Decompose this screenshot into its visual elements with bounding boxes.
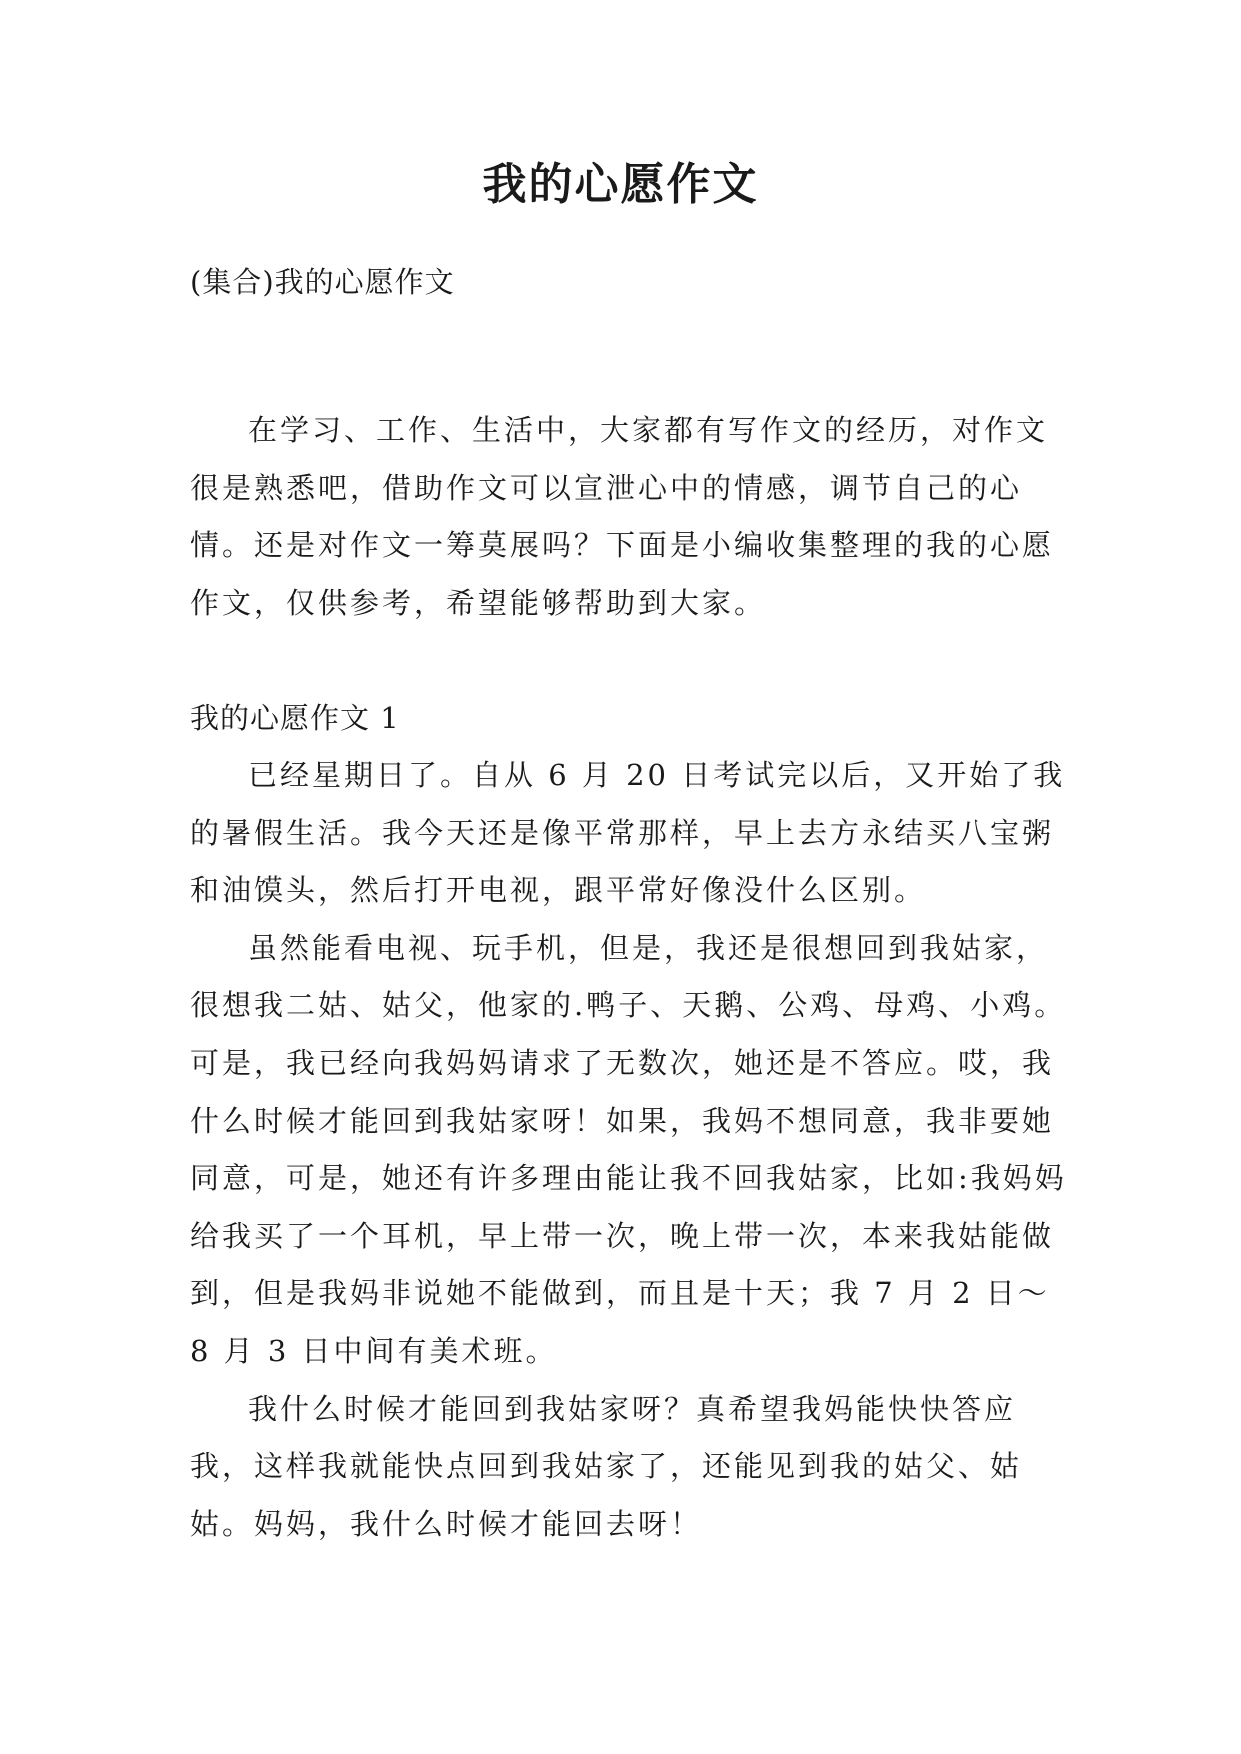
intro-paragraph: 在学习、工作、生活中，大家都有写作文的经历，对作文很是熟悉吧，借助作文可以宣泄心中的情感，调节自己的心情。还是对作文一筹莫展吗？下面是小编收集整理的我的心愿作文，仅供参考，希望能够帮助到大家。 [190,413,1055,620]
document-subtitle: (集合)我的心愿作文 [190,265,455,299]
essay-paragraph-1: 已经星期日了。自从 6 月 20 日考试完以后，又开始了我的暑假生活。我今天还是像平常那样，早上去方永结买八宝粥和油馍头，然后打开电视，跟平常好像没什么区别。 [190,758,1066,908]
essay-paragraph-3: 我什么时候才能回到我姑家呀？真希望我妈能快快答应我，这样我就能快点回到我姑家了，还能见到我的姑父、姑姑。妈妈，我什么时候才能回去呀！ [190,1391,1023,1541]
essay-body [190,747,1070,1553]
document-title: 我的心愿作文 [482,159,759,210]
essay-paragraph-2: 虽然能看电视、玩手机，但是，我还是很想回到我姑家，很想我二姑、姑父，他家的.鸭子、天鹅、公鸡、母鸡、小鸡。可是，我已经向我妈妈请求了无数次，她还是不答应。哎，我什么时候才能回到我姑家呀！如果，我妈不想同意，我非要她同意，可是，她还有许多理由能让我不回我姑家，比如:我妈妈给我买了一个耳机，早上带一次，晚上带一次，本来我姑能做到，但是我妈非说她不能做到，而且是十天；我 7 月 2 日～8 月 3 日中间有美术班。 [190,930,1067,1368]
intro-block [190,402,1070,632]
section-heading: 我的心愿作文 1 [190,701,400,735]
